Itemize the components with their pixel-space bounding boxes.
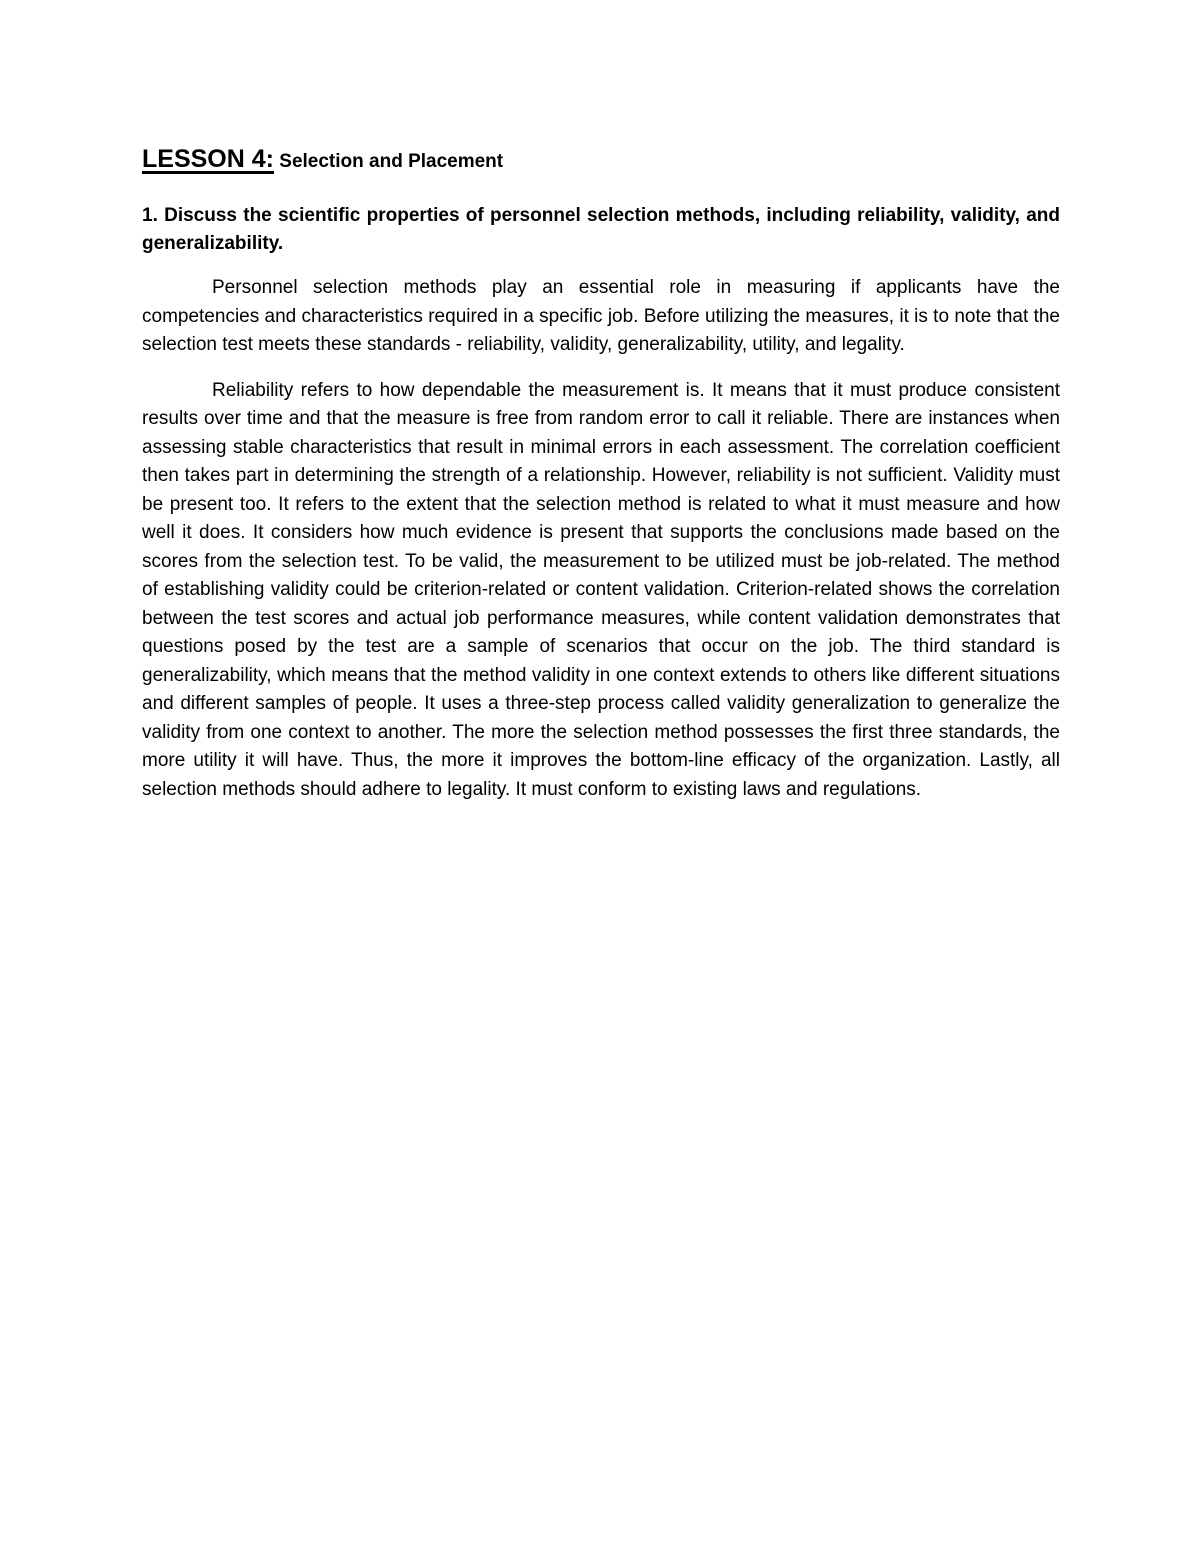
lesson-heading — [142, 142, 1060, 179]
lesson-title: Selection and Placement — [279, 151, 504, 172]
paragraph-personnel-selection: Personnel selection methods play an essential role in measuring if applicants have the competencies and characteristics required in a specific job. Before utilizing the measures, it is to note that the selection test meets these standards - reliability, validity, generalizability, utility, and legality. — [142, 277, 1060, 355]
question-text: 1. Discuss the scientific properties of personnel selection methods, including reliability, validity, and generalizability. — [142, 205, 1060, 254]
document-body — [142, 142, 1060, 804]
lesson-label: LESSON 4: — [142, 145, 274, 173]
paragraph-reliability-validity: Reliability refers to how dependable the measurement is. It means that it must produce consistent results over time and that the measure is free from random error to call it reliable. There are instances when assessing stable characteristics that result in minimal errors in each assessment. The correlation coefficient then takes part in determining the strength of a relationship. However, reliability is not sufficient. Validity must be present too. It refers to the extent that the selection method is related to what it must measure and how well it does. It considers how much evidence is present that supports the conclusions made based on the scores from the selection test. To be valid, the measurement to be utilized must be job-related. The method of establishing validity could be criterion-related or content validation. Criterion-related shows the correlation between the test scores and actual job performance measures, while content validation demonstrates that questions posed by the test are a sample of scenarios that occur on the job. The third standard is generalizability, which means that the method validity in one context extends to others like different situations and different samples of people. It uses a three-step process called validity generalization to generalize the validity from one context to another. The more the selection method possesses the first three standards, the more utility it will have. Thus, the more it improves the bottom-line efficacy of the organization. Lastly, all selection methods should adhere to legality. It must conform to existing laws and regulations. — [142, 379, 1060, 800]
